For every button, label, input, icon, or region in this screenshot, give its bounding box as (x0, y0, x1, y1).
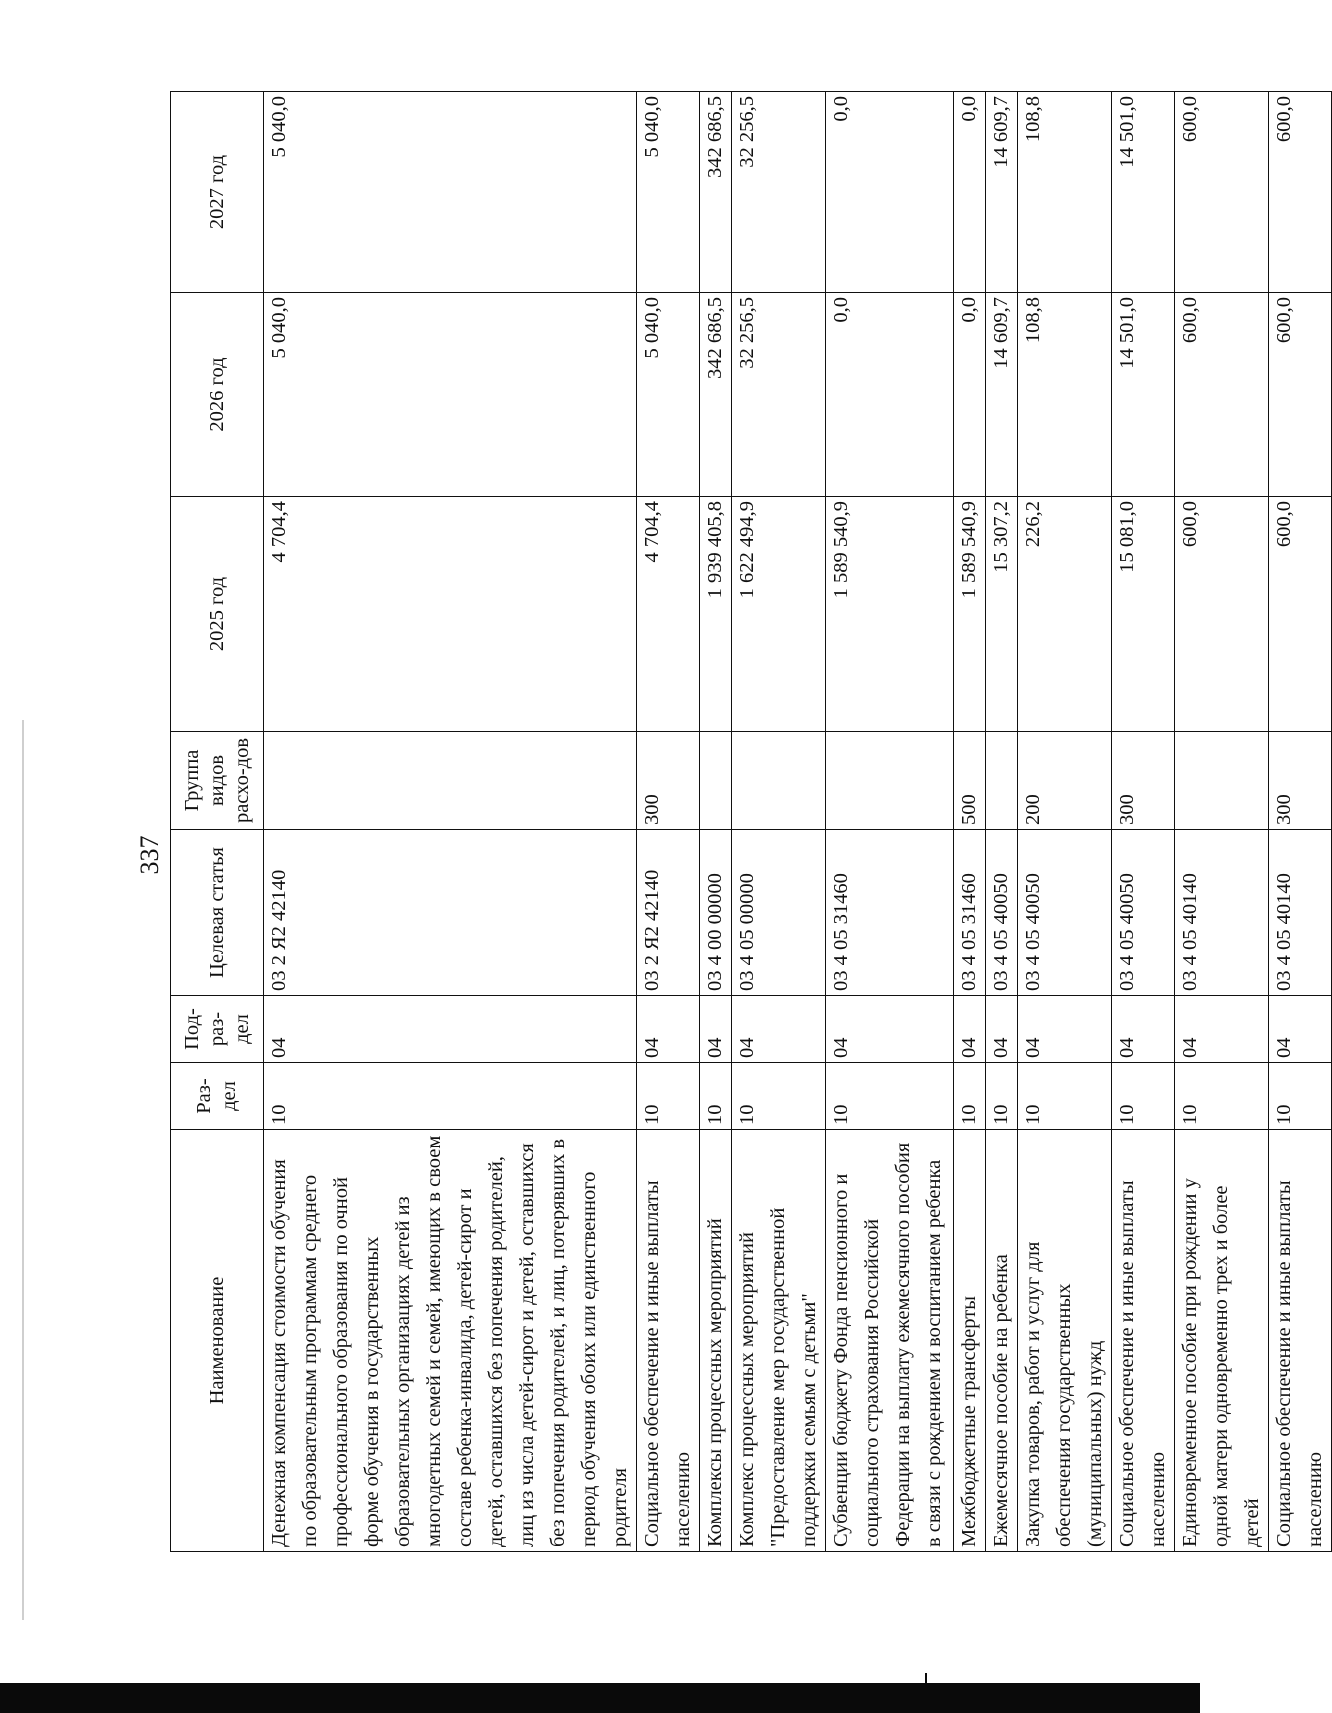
row-2026: 5 040,0 (637, 293, 700, 497)
row-2026: 600,0 (1175, 293, 1269, 497)
row-tselevaya: 03 4 05 31460 (826, 830, 954, 996)
row-razdel: 10 (1269, 1063, 1332, 1130)
row-name: Закупка товаров, работ и услуг для обеспечения государственных (муниципальных) нужд (1018, 1130, 1112, 1552)
row-podrazdel: 04 (1175, 996, 1269, 1063)
row-gruppa (986, 732, 1018, 830)
row-razdel: 10 (954, 1063, 986, 1130)
row-tselevaya: 03 4 05 40050 (1112, 830, 1175, 996)
table-row (637, 92, 700, 1552)
scan-edge-notch (925, 1673, 927, 1683)
header-gruppa: Группа видов расхо-дов (171, 732, 264, 830)
row-podrazdel: 04 (986, 996, 1018, 1063)
header-2026: 2026 год (171, 293, 264, 497)
row-tselevaya: 03 4 05 40140 (1269, 830, 1332, 996)
table-row (954, 92, 986, 1552)
row-gruppa (826, 732, 954, 830)
row-podrazdel: 04 (1018, 996, 1112, 1063)
row-gruppa: 500 (954, 732, 986, 830)
row-name: Ежемесячное пособие на ребенка (986, 1130, 1018, 1552)
row-gruppa (1175, 732, 1269, 830)
row-2025: 1 939 405,8 (700, 497, 732, 732)
row-2025: 4 704,4 (637, 497, 700, 732)
row-name: Социальное обеспечение и иные выплаты населению (637, 1130, 700, 1552)
row-2026: 5 040,0 (264, 293, 637, 497)
row-gruppa (264, 732, 637, 830)
row-razdel: 10 (826, 1063, 954, 1130)
row-razdel: 10 (264, 1063, 637, 1130)
row-tselevaya: 03 2 Я2 42140 (637, 830, 700, 996)
table-row (1175, 92, 1269, 1552)
row-gruppa: 200 (1018, 732, 1112, 830)
row-tselevaya: 03 4 05 40050 (986, 830, 1018, 996)
table-row (1269, 92, 1332, 1552)
row-gruppa (732, 732, 826, 830)
row-2026: 0,0 (826, 293, 954, 497)
row-tselevaya: 03 4 05 31460 (954, 830, 986, 996)
row-podrazdel: 04 (826, 996, 954, 1063)
row-2025: 600,0 (1175, 497, 1269, 732)
table-header-row (171, 92, 264, 1552)
row-2027: 5 040,0 (264, 92, 637, 293)
row-name: Комплексы процессных мероприятий (700, 1130, 732, 1552)
table-row (264, 92, 637, 1552)
row-2027: 14 501,0 (1112, 92, 1175, 293)
header-name: Наименование (171, 1130, 264, 1552)
row-gruppa: 300 (1112, 732, 1175, 830)
row-2025: 1 622 494,9 (732, 497, 826, 732)
header-tselevaya: Целевая статья (171, 830, 264, 996)
header-2027: 2027 год (171, 92, 264, 293)
row-podrazdel: 04 (1112, 996, 1175, 1063)
row-podrazdel: 04 (700, 996, 732, 1063)
row-podrazdel: 04 (1269, 996, 1332, 1063)
header-razdel: Раз-дел (171, 1063, 264, 1130)
table-row (826, 92, 954, 1552)
row-gruppa (700, 732, 732, 830)
row-name: Комплекс процессных мероприятий "Предоставление мер государственной поддержки семьям с детьми" (732, 1130, 826, 1552)
row-2025: 15 081,0 (1112, 497, 1175, 732)
row-name: Социальное обеспечение и иные выплаты населению (1269, 1130, 1332, 1552)
row-2027: 14 609,7 (986, 92, 1018, 293)
row-2026: 108,8 (1018, 293, 1112, 497)
table-row (1018, 92, 1112, 1552)
row-2026: 342 686,5 (700, 293, 732, 497)
table-row (1112, 92, 1175, 1552)
row-2025: 1 589 540,9 (826, 497, 954, 732)
row-gruppa: 300 (1269, 732, 1332, 830)
row-podrazdel: 04 (954, 996, 986, 1063)
row-name: Субвенции бюджету Фонда пенсионного и социального страхования Российской Федерации на выплату ежемесячного пособия в связи с рождением и воспитанием ребенка (826, 1130, 954, 1552)
row-podrazdel: 04 (264, 996, 637, 1063)
table-row (700, 92, 732, 1552)
row-2027: 32 256,5 (732, 92, 826, 293)
row-tselevaya: 03 4 05 40050 (1018, 830, 1112, 996)
row-razdel: 10 (700, 1063, 732, 1130)
row-2027: 600,0 (1269, 92, 1332, 293)
row-2025: 4 704,4 (264, 497, 637, 732)
row-2027: 342 686,5 (700, 92, 732, 293)
table-row (732, 92, 826, 1552)
row-2027: 108,8 (1018, 92, 1112, 293)
row-razdel: 10 (732, 1063, 826, 1130)
row-tselevaya: 03 4 05 40140 (1175, 830, 1269, 996)
row-2026: 32 256,5 (732, 293, 826, 497)
row-2025: 600,0 (1269, 497, 1332, 732)
row-2026: 600,0 (1269, 293, 1332, 497)
row-razdel: 10 (1018, 1063, 1112, 1130)
row-2027: 0,0 (826, 92, 954, 293)
row-tselevaya: 03 4 05 00000 (732, 830, 826, 996)
row-name: Социальное обеспечение и иные выплаты населению (1112, 1130, 1175, 1552)
row-2027: 600,0 (1175, 92, 1269, 293)
row-name: Единовременное пособие при рождении у одной матери одновременно трех и более детей (1175, 1130, 1269, 1552)
rotated-table-wrapper (170, 92, 1326, 1552)
header-podrazdel: Под-раз-дел (171, 996, 264, 1063)
row-2025: 226,2 (1018, 497, 1112, 732)
budget-table (170, 91, 1332, 1552)
row-razdel: 10 (986, 1063, 1018, 1130)
row-podrazdel: 04 (637, 996, 700, 1063)
row-2027: 5 040,0 (637, 92, 700, 293)
row-name: Межбюджетные трансферты (954, 1130, 986, 1552)
row-2027: 0,0 (954, 92, 986, 293)
row-razdel: 10 (1175, 1063, 1269, 1130)
row-2025: 15 307,2 (986, 497, 1018, 732)
row-2026: 14 609,7 (986, 293, 1018, 497)
scan-bottom-edge (0, 1683, 1200, 1713)
row-razdel: 10 (1112, 1063, 1175, 1130)
row-tselevaya: 03 4 00 00000 (700, 830, 732, 996)
row-2026: 0,0 (954, 293, 986, 497)
row-2025: 1 589 540,9 (954, 497, 986, 732)
row-podrazdel: 04 (732, 996, 826, 1063)
row-razdel: 10 (637, 1063, 700, 1130)
header-2025: 2025 год (171, 497, 264, 732)
row-2026: 14 501,0 (1112, 293, 1175, 497)
row-tselevaya: 03 2 Я2 42140 (264, 830, 637, 996)
table-row (986, 92, 1018, 1552)
page-number: 337 (135, 835, 164, 875)
scan-edge-line (22, 720, 24, 1620)
row-gruppa: 300 (637, 732, 700, 830)
row-name: Денежная компенсация стоимости обучения по образовательным программам среднего профессионального образования по очной форме обучения в государственных образовательных организациях детей из многодетных семей и семей, имеющих в своем составе ребенка-инвалида, детей-сирот и детей, оставшихся без попечения родителей, лиц из числа детей-сирот и детей, оставшихся без попечения родителей, и лиц, потерявших в период обучения обоих или единственного родителя (264, 1130, 637, 1552)
